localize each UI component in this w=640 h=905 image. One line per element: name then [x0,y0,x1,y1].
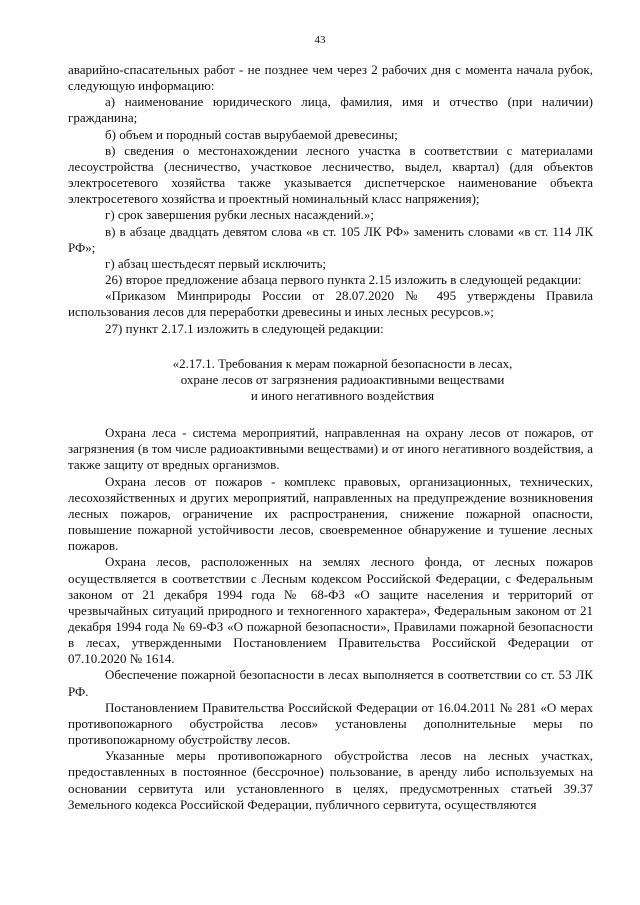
paragraph: Охрана лесов от пожаров - комплекс правовых, организационных, технических, лесохозяйственных и других мероприятий, направленных на предупреждение возникновения лесных пожаров, ограничение их распространения, снижение пожарной опасности, повышение пожарной устойчивости лесов, своевременное обнаружение и тушение лесных пожаров. [68,473,593,554]
spacer [68,337,593,356]
heading-line: «2.17.1. Требования к мерам пожарной безопасности в лесах, [172,355,513,371]
paragraph: Охрана лесов, расположенных на землях лесного фонда, от лесных пожаров осуществляется в соответствии с Лесным кодексом Российской Федерации, с Федеральным законом от 21 декабря 1994 года № 68-ФЗ «О защите населения и территорий от чрезвычайных ситуаций природного и техногенного характера», Федеральным законом от 21 декабря 1994 года № 69-ФЗ «О пожарной безопасности», Правилами пожарной безопасности в лесах, утвержденными Постановлением Правительства Российской Федерации от 07.10.2020 № 1614. [68,554,593,667]
paragraph: б) объем и породный состав вырубаемой древесины; [105,126,398,142]
paragraph: 26) второе предложение абзаца первого пункта 2.15 изложить в следующей редакции: [105,272,582,288]
spacer [68,404,593,425]
paragraph: в) в абзаце двадцать девятом слова «в ст. 105 ЛК РФ» заменить словами «в ст. 114 ЛК РФ»; [68,223,593,255]
paragraph: г) срок завершения рубки лесных насаждений.»; [105,207,375,223]
heading-line: охране лесов от загрязнения радиоактивными веществами [180,371,505,387]
document-body [68,62,593,813]
page-number: 43 [314,34,326,46]
paragraph: аварийно-спасательных работ - не позднее чем через 2 рабочих дня с момента начала рубок, следующую информацию: [68,62,593,94]
paragraph: г) абзац шестьдесят первый исключить; [105,255,327,271]
paragraph: «Приказом Минприроды России от 28.07.2020 № 495 утверждены Правила использования лесов для переработки древесины и иных лесных ресурсов.»; [68,288,593,320]
amendment-list [68,62,593,337]
paragraph: Обеспечение пожарной безопасности в лесах выполняется в соответствии со ст. 53 ЛК РФ. [68,667,593,699]
paragraph: Постановлением Правительства Российской Федерации от 16.04.2011 № 281 «О мерах противопожарного обустройства лесов» установлены дополнительные меры по противопожарному обустройству лесов. [68,699,593,748]
paragraph: 27) пункт 2.17.1 изложить в следующей редакции: [105,320,384,336]
paragraph: а) наименование юридического лица, фамилия, имя и отчество (при наличии) гражданина; [68,94,593,126]
section-text [68,425,593,813]
paragraph: Указанные меры противопожарного обустройства лесов на лесных участках, предоставленных в постоянное (бессрочное) пользование, в аренду либо используемых на основании сервитута или установленного в целях, предусмотренных статьей 39.37 Земельного кодекса Российской Федерации, публичного сервитута, осуществляются [68,748,593,812]
section-heading [68,356,593,404]
heading-line: и иного негативного воздействия [250,387,435,403]
paragraph: в) сведения о местонахождении лесного участка в соответствии с материалами лесоустройства (лесничество, участковое лесничество, выдел, квартал) (для объектов электросетевого хозяйства также указывается диспетчерское наименование объекта электросетевого хозяйства и проектный номинальный класс напряжения); [68,142,593,207]
paragraph: Охрана леса - система мероприятий, направленная на охрану лесов от пожаров, от загрязнения (в том числе радиоактивными веществами) и от иного негативного воздействия, а также защиту от вредных организмов. [68,425,593,473]
